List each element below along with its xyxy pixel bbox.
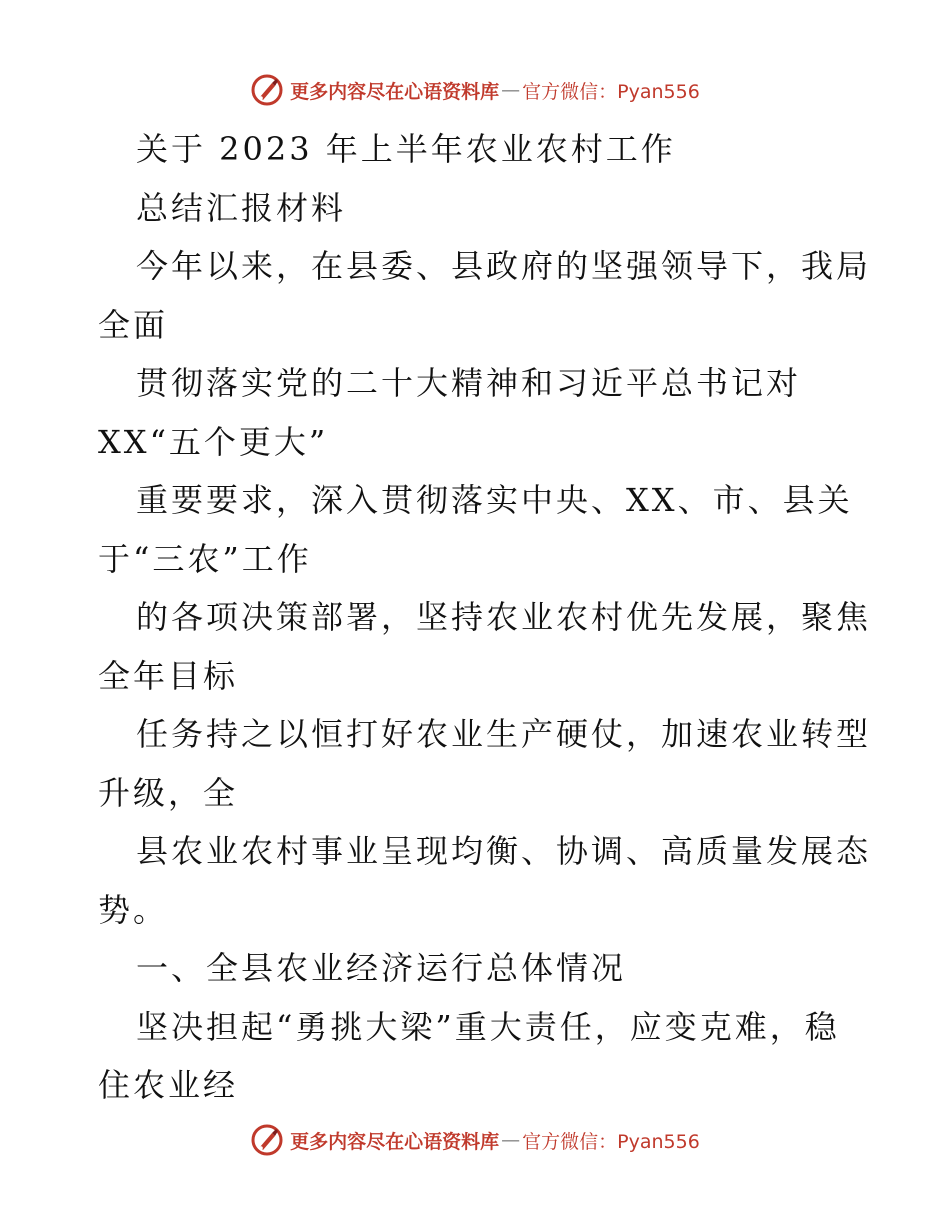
- header-watermark: [0, 70, 950, 110]
- paragraph-line: 县农业农村事业呈现均衡、协调、高质量发展态: [136, 832, 872, 870]
- paragraph-line: 贯彻落实党的二十大精神和习近平总书记对: [136, 364, 802, 402]
- paragraph-line: 全面: [98, 305, 169, 344]
- watermark-dash: —: [501, 1129, 521, 1151]
- paragraph-line: 升级，全: [98, 773, 239, 812]
- pen-logo-icon: [250, 73, 284, 107]
- paragraph-line: XX“五个更大”: [98, 422, 329, 461]
- watermark-wechat-text: 官方微信：Pyan556: [522, 1130, 700, 1153]
- paragraph-line: 任务持之以恒打好农业生产硬仗，加速农业转型: [136, 715, 872, 753]
- title-line-1: 关于 2023 年上半年农业农村工作: [136, 130, 676, 168]
- watermark-main-text: 更多内容尽在心语资料库: [290, 1130, 500, 1153]
- paragraph-line: 重要要求，深入贯彻落实中央、XX、市、县关: [136, 481, 853, 519]
- paragraph-line: 的各项决策部署，坚持农业农村优先发展，聚焦: [136, 598, 872, 636]
- paragraph-line: 于“三农”工作: [98, 539, 312, 578]
- paragraph-line: 坚决担起“勇挑大梁”重大责任，应变克难，稳: [136, 1007, 840, 1046]
- paragraph-line: 全年目标: [98, 656, 239, 695]
- pen-logo-icon: [250, 1123, 284, 1157]
- watermark-main-text: 更多内容尽在心语资料库: [290, 80, 500, 103]
- footer-watermark: [0, 1120, 950, 1160]
- paragraph-line: 势。: [98, 890, 169, 929]
- watermark-wechat-text: 官方微信：Pyan556: [522, 80, 700, 103]
- watermark-dash: —: [501, 79, 521, 101]
- paragraph-line: 今年以来，在县委、县政府的坚强领导下，我局: [136, 247, 872, 285]
- title-line-2: 总结汇报材料: [136, 188, 347, 227]
- paragraph-line: 住农业经: [98, 1066, 239, 1104]
- document-body: [98, 120, 872, 1115]
- section-heading: 一、全县农业经济运行总体情况: [136, 949, 627, 987]
